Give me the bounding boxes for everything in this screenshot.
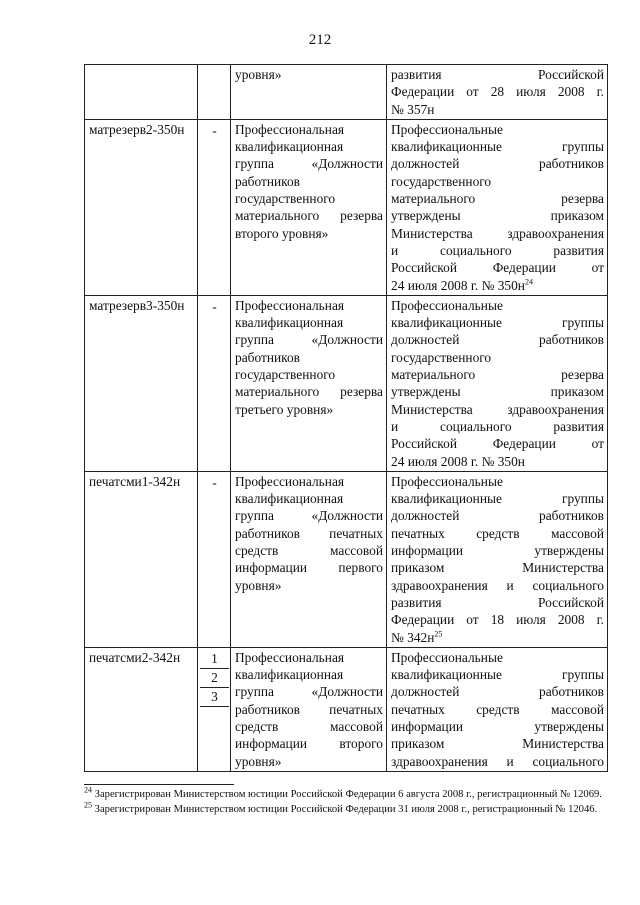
basis-line: печатных средств массовой xyxy=(391,525,604,541)
group-line: группа «Должности xyxy=(235,684,383,700)
group-line: государственного xyxy=(235,367,336,383)
group-line: группа «Должности xyxy=(235,156,383,172)
basis-line: здравоохранения и социального xyxy=(391,753,604,769)
basis-line: здравоохранения и социального xyxy=(391,577,604,593)
group-line: уровня» xyxy=(235,67,282,82)
basis-line: Министерства здравоохранения xyxy=(391,401,604,417)
basis-line: информации утверждены xyxy=(391,718,604,734)
row-code: матрезерв3-350н xyxy=(85,295,198,471)
basis-line: должностей работников xyxy=(391,156,604,172)
table-row xyxy=(85,471,608,647)
basis-line: № $342н^{25}$ xyxy=(391,629,443,645)
group-line: квалификационная xyxy=(235,667,344,683)
group-line: Профессиональная xyxy=(235,121,345,137)
basis-line: развития Российской xyxy=(391,594,604,610)
table-row xyxy=(85,65,608,120)
row-legal-basis xyxy=(387,295,608,471)
group-line: квалификационная xyxy=(235,139,344,155)
basis-line: Министерства здравоохранения xyxy=(391,225,604,241)
basis-line: Российской Федерации от xyxy=(391,260,604,276)
footnote-list xyxy=(84,787,607,817)
group-line: квалификационная xyxy=(235,491,344,507)
level-value xyxy=(202,66,227,68)
row-level xyxy=(198,471,231,647)
group-line: Профессиональная xyxy=(235,297,345,313)
row-group-name xyxy=(231,119,387,295)
footnote-separator xyxy=(84,784,234,785)
basis-line: информации утверждены xyxy=(391,543,604,559)
basis-line: квалификационные группы xyxy=(391,139,604,155)
footnote-text: Зарегистрирован Министерством юстиции Российской Федерации 6 августа 2008 г., регистрационный № 12069. xyxy=(92,789,602,800)
level-value: - xyxy=(212,122,217,138)
group-line: уровня» xyxy=(235,577,282,593)
group-line: информации второго xyxy=(235,736,383,752)
level-number: 2 xyxy=(200,669,229,688)
row-level xyxy=(198,119,231,295)
row-code: печатсми2-342н xyxy=(85,647,198,771)
basis-line: приказом Министерства xyxy=(391,560,604,576)
level-value: - xyxy=(212,474,217,490)
row-code: матрезерв2-350н xyxy=(85,119,198,295)
group-line: работников печатных xyxy=(235,701,383,717)
basis-line: Федерации от 18 июля 2008 г. xyxy=(391,612,604,628)
footnote xyxy=(84,787,607,802)
basis-line: государственного xyxy=(391,349,492,365)
row-level xyxy=(198,647,231,771)
basis-line: должностей работников xyxy=(391,332,604,348)
group-line: второго уровня» xyxy=(235,225,329,241)
basis-line: приказом Министерства xyxy=(391,736,604,752)
basis-line: № 357н xyxy=(391,101,435,117)
row-group-name xyxy=(231,295,387,471)
row-code: печатсми1-342н xyxy=(85,471,198,647)
basis-line: утверждены приказом xyxy=(391,208,604,224)
basis-line: государственного xyxy=(391,173,492,189)
row-group-name xyxy=(231,65,387,120)
row-legal-basis xyxy=(387,65,608,120)
footnote-mark: 25 xyxy=(84,800,92,810)
level-list xyxy=(202,649,227,708)
table-row xyxy=(85,295,608,471)
footnote-mark: 24 xyxy=(84,785,92,795)
basis-line: должностей работников xyxy=(391,508,604,524)
basis-line: и социального развития xyxy=(391,418,604,434)
group-line: работников xyxy=(235,349,300,365)
basis-line: печатных средств массовой xyxy=(391,701,604,717)
row-group-name xyxy=(231,647,387,771)
group-line: Профессиональная xyxy=(235,649,345,665)
basis-line: материального резерва xyxy=(391,191,604,207)
row-legal-basis xyxy=(387,119,608,295)
group-line: квалификационная xyxy=(235,315,344,331)
classification-table xyxy=(84,64,608,772)
group-line: государственного xyxy=(235,191,336,207)
table-body xyxy=(85,65,608,772)
group-line: группа «Должности xyxy=(235,332,383,348)
basis-line: развития Российской xyxy=(391,67,604,82)
basis-line: утверждены приказом xyxy=(391,384,604,400)
row-group-name xyxy=(231,471,387,647)
basis-line: материального резерва xyxy=(391,367,604,383)
basis-line: 24 июля 2008 г. № $350н^{24}$ xyxy=(391,277,533,293)
group-line: материального резерва xyxy=(235,208,383,224)
group-line: работников xyxy=(235,173,300,189)
group-line: материального резерва xyxy=(235,384,383,400)
basis-line: должностей работников xyxy=(391,684,604,700)
group-line: уровня» xyxy=(235,753,282,769)
basis-line: 24 июля 2008 г. № 350н xyxy=(391,453,525,469)
group-line: группа «Должности xyxy=(235,508,383,524)
footnote xyxy=(84,802,607,817)
group-line: Профессиональная xyxy=(235,473,345,489)
basis-line: Профессиональные xyxy=(391,649,503,665)
footnote-ref: 24 xyxy=(524,277,533,287)
basis-line: квалификационные группы xyxy=(391,667,604,683)
group-line: работников печатных xyxy=(235,525,383,541)
table-row xyxy=(85,647,608,771)
level-number: 1 xyxy=(200,650,229,669)
page-number: 212 xyxy=(308,32,332,48)
row-legal-basis xyxy=(387,471,608,647)
row-level xyxy=(198,295,231,471)
basis-line: Федерации от 28 июля 2008 г. xyxy=(391,84,604,100)
basis-line: Профессиональные xyxy=(391,297,503,313)
group-line: третьего уровня» xyxy=(235,401,334,417)
basis-line: квалификационные группы xyxy=(391,315,604,331)
row-level xyxy=(198,65,231,120)
basis-line: Профессиональные xyxy=(391,121,503,137)
level-value: - xyxy=(212,298,217,314)
group-line: средств массовой xyxy=(235,543,383,559)
basis-line: квалификационные группы xyxy=(391,491,604,507)
row-code xyxy=(85,65,198,120)
footnote-ref: 25 xyxy=(434,629,443,639)
basis-line: Российской Федерации от xyxy=(391,436,604,452)
basis-line: и социального развития xyxy=(391,242,604,258)
footnote-text: Зарегистрирован Министерством юстиции Российской Федерации 31 июля 2008 г., регистрационный № 12046. xyxy=(92,804,598,815)
group-line: средств массовой xyxy=(235,718,383,734)
basis-line: Профессиональные xyxy=(391,473,503,489)
group-line: информации первого xyxy=(235,560,383,576)
footnotes xyxy=(84,784,607,817)
level-number: 3 xyxy=(200,688,229,707)
row-legal-basis xyxy=(387,647,608,771)
table-row xyxy=(85,119,608,295)
